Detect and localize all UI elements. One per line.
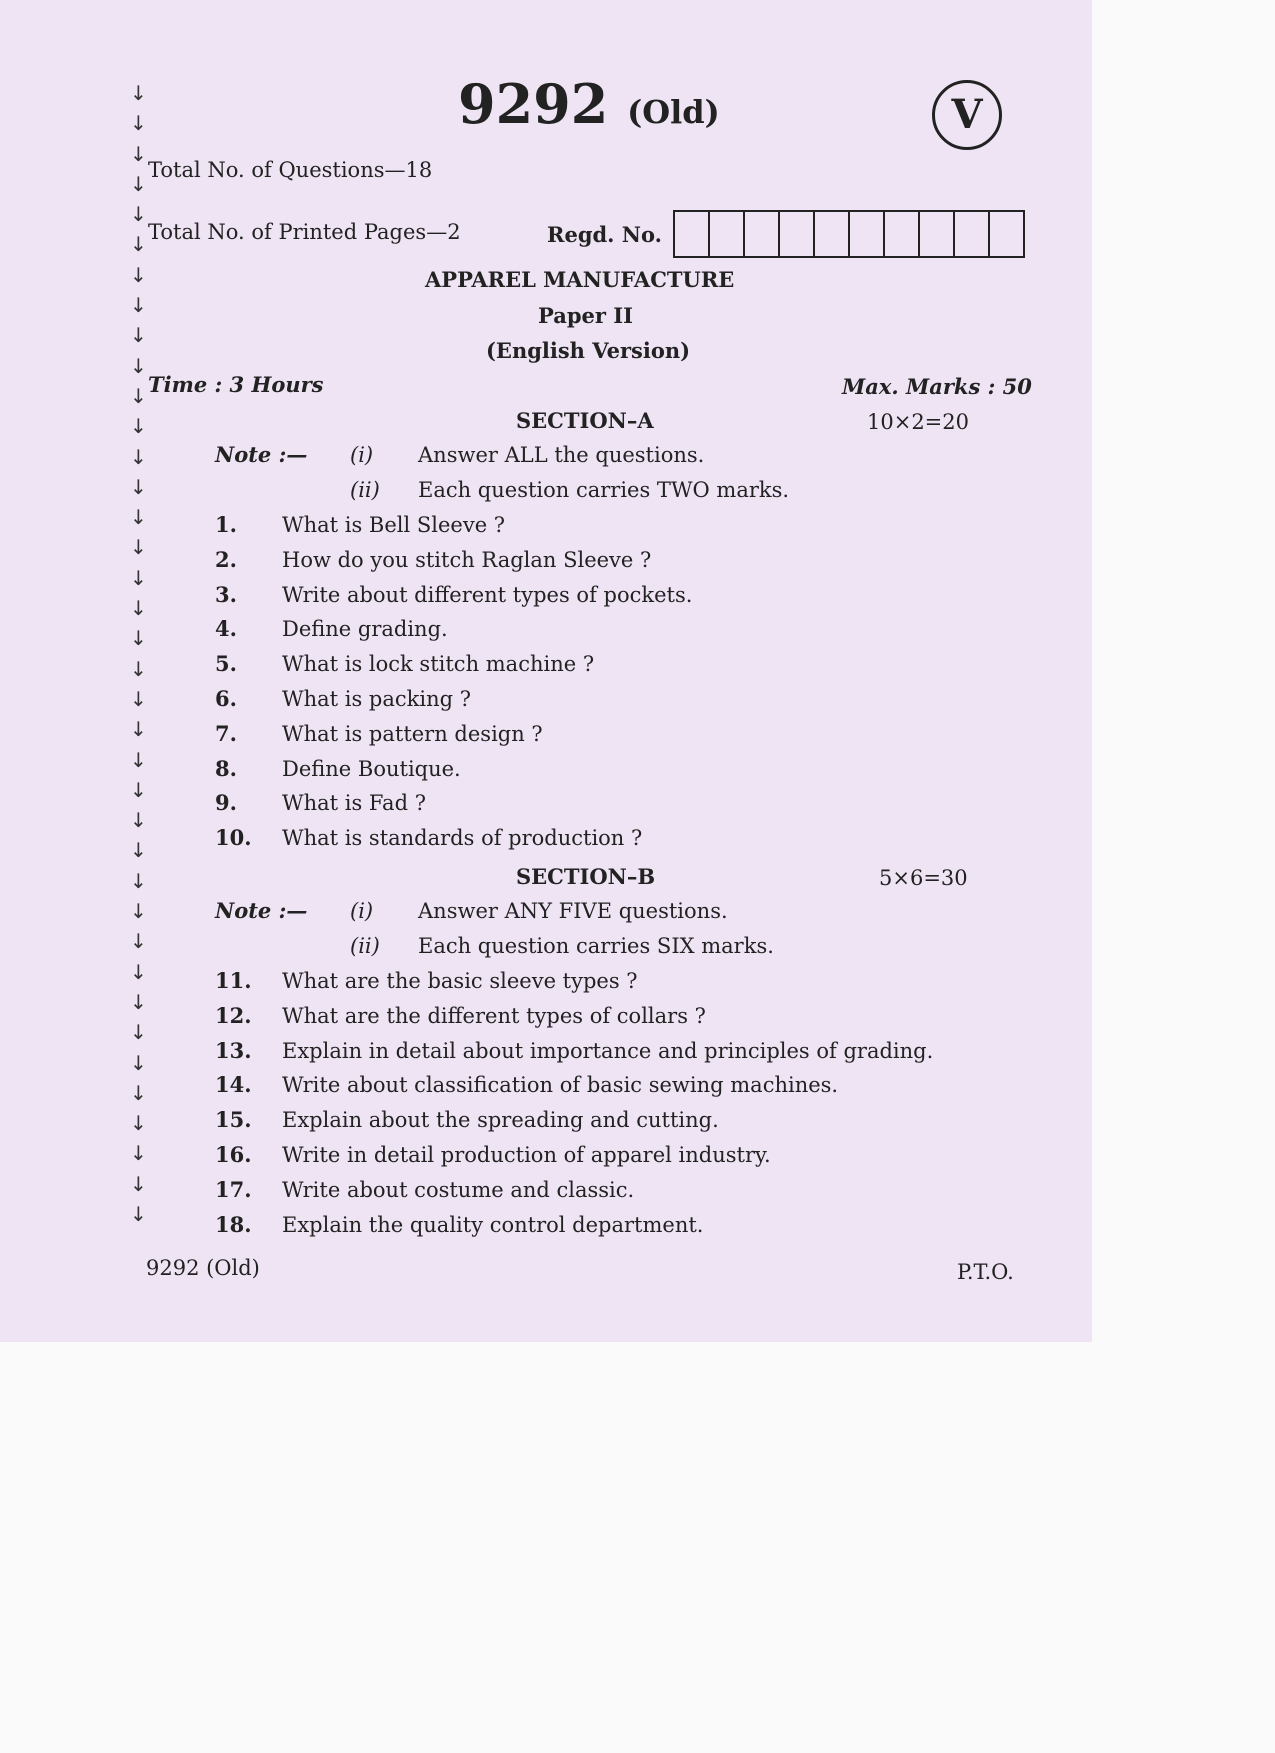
margin-arrow-icon: ↓ — [130, 747, 147, 772]
margin-arrow-icon: ↓ — [130, 686, 147, 711]
margin-arrow-icon: ↓ — [130, 868, 147, 893]
pto-label: P.T.O. — [957, 1260, 1014, 1284]
margin-arrow-icon: ↓ — [130, 959, 147, 984]
note-num: (i) — [350, 443, 374, 467]
margin-arrow-icon: ↓ — [130, 232, 147, 257]
question-text: Write about classification of basic sewing machines. — [282, 1073, 839, 1098]
question-text: What is lock stitch machine ? — [282, 652, 595, 677]
margin-arrow-icon: ↓ — [130, 383, 147, 408]
code: 9292 — [458, 72, 609, 136]
time-label: Time : 3 Hours — [148, 372, 324, 397]
section-a-note: Note :— — [215, 442, 308, 467]
question-item — [215, 686, 471, 711]
margin-arrow-icon: ↓ — [130, 838, 147, 863]
margin-arrow-icon: ↓ — [130, 535, 147, 560]
margin-arrow-icon: ↓ — [130, 899, 147, 924]
note-text: Answer ANY FIVE questions. — [418, 899, 728, 923]
question-text: What is Fad ? — [282, 791, 426, 816]
question-item — [215, 1142, 771, 1167]
margin-arrow-icon: ↓ — [130, 111, 147, 136]
question-item — [215, 1038, 933, 1063]
note-item — [350, 899, 728, 923]
total-pages: Total No. of Printed Pages—2 — [148, 220, 461, 244]
question-number: 14. — [215, 1072, 252, 1098]
question-text: What is packing ? — [282, 687, 471, 711]
margin-arrow-icon: ↓ — [130, 414, 147, 439]
footer-code: 9292 (Old) — [146, 1256, 260, 1280]
question-text: Write about different types of pockets. — [282, 582, 693, 607]
subject-title: APPAREL MANUFACTURE — [425, 267, 735, 292]
note-item — [350, 934, 774, 958]
version-badge: V — [932, 80, 1002, 150]
margin-arrow-icon: ↓ — [130, 565, 147, 590]
question-text: Define Boutique. — [282, 756, 461, 781]
margin-arrow-icon: ↓ — [130, 141, 147, 166]
question-text: Explain about the spreading and cutting. — [282, 1108, 719, 1133]
margin-arrow-icon: ↓ — [130, 929, 147, 954]
question-number: 18. — [215, 1211, 252, 1237]
margin-arrow-icon: ↓ — [130, 81, 147, 105]
question-text: Explain the quality control department. — [282, 1212, 704, 1237]
question-item — [215, 790, 426, 815]
section-b-marks: 5×6=30 — [879, 866, 968, 890]
section-b-note: Note :— — [215, 898, 308, 923]
margin-arrow-icon: ↓ — [130, 262, 147, 287]
question-number: 4. — [215, 616, 237, 642]
margin-arrow-icon: ↓ — [130, 656, 147, 681]
question-text: How do you stitch Raglan Sleeve ? — [282, 547, 652, 572]
question-text: What are the basic sleeve types ? — [282, 969, 638, 993]
margin-arrow-icon: ↓ — [130, 1201, 147, 1226]
old-label: (Old) — [627, 93, 720, 131]
margin-arrow-icon: ↓ — [130, 1111, 147, 1136]
regd-number-boxes[interactable] — [673, 210, 1025, 258]
margin-arrow-icon: ↓ — [130, 596, 147, 621]
question-number: 1. — [215, 512, 237, 537]
section-a-title: SECTION–A — [516, 408, 654, 433]
margin-arrows — [130, 78, 150, 1229]
question-number: 7. — [215, 720, 237, 746]
max-marks: Max. Marks : 50 — [842, 374, 1032, 399]
question-number: 10. — [215, 825, 252, 851]
margin-arrow-icon: ↓ — [130, 1141, 147, 1166]
question-number: 6. — [215, 686, 237, 711]
question-item — [215, 756, 461, 781]
margin-arrow-icon: ↓ — [130, 626, 147, 651]
version-label: (English Version) — [486, 338, 691, 363]
question-text: What is pattern design ? — [282, 721, 543, 746]
question-item — [215, 721, 543, 746]
note-text: Each question carries SIX marks. — [418, 934, 774, 958]
question-item — [215, 547, 651, 572]
question-item — [215, 1107, 719, 1132]
question-number: 15. — [215, 1107, 252, 1133]
total-questions: Total No. of Questions—18 — [148, 158, 433, 182]
regd-label: Regd. No. — [547, 222, 662, 247]
margin-arrow-icon: ↓ — [130, 323, 147, 348]
note-item — [350, 443, 704, 467]
section-a-marks: 10×2=20 — [867, 410, 969, 434]
question-number: 11. — [215, 968, 252, 993]
margin-arrow-icon: ↓ — [130, 353, 147, 378]
question-text: Explain in detail about importance and principles of grading. — [282, 1038, 934, 1063]
margin-arrow-icon: ↓ — [130, 808, 147, 833]
note-num: (ii) — [350, 478, 380, 502]
question-item — [215, 616, 448, 641]
question-number: 5. — [215, 651, 237, 677]
question-text: Write about costume and classic. — [282, 1177, 635, 1202]
question-item — [215, 1212, 703, 1237]
question-number: 9. — [215, 790, 237, 816]
question-text: Write in detail production of apparel industry. — [282, 1143, 771, 1167]
section-b-title: SECTION–B — [516, 864, 656, 889]
question-number: 16. — [215, 1142, 252, 1167]
margin-arrow-icon: ↓ — [130, 505, 147, 530]
question-number: 8. — [215, 755, 237, 781]
question-item — [215, 968, 638, 993]
question-number: 12. — [215, 1002, 252, 1028]
margin-arrow-icon: ↓ — [130, 1050, 147, 1075]
question-number: 2. — [215, 546, 237, 572]
question-text: What is Bell Sleeve ? — [282, 513, 506, 537]
margin-arrow-icon: ↓ — [130, 444, 147, 469]
margin-arrow-icon: ↓ — [130, 989, 147, 1014]
margin-arrow-icon: ↓ — [130, 171, 147, 196]
question-text: What is standards of production ? — [282, 826, 643, 851]
note-text: Answer ALL the questions. — [418, 443, 705, 467]
question-text: What are the different types of collars ? — [282, 1003, 706, 1028]
question-text: Define grading. — [282, 617, 448, 642]
margin-arrow-icon: ↓ — [130, 1080, 147, 1105]
margin-arrow-icon: ↓ — [130, 777, 147, 802]
question-item — [215, 1072, 838, 1097]
question-number: 3. — [215, 581, 237, 607]
question-item — [215, 1177, 634, 1202]
note-num: (ii) — [350, 934, 380, 958]
margin-arrow-icon: ↓ — [130, 474, 147, 499]
note-num: (i) — [350, 899, 374, 923]
question-item — [215, 582, 692, 607]
paper-number: Paper II — [538, 303, 633, 328]
question-number: 17. — [215, 1176, 252, 1202]
margin-arrow-icon: ↓ — [130, 1020, 147, 1045]
margin-arrow-icon: ↓ — [130, 1171, 147, 1196]
question-number: 13. — [215, 1037, 252, 1063]
margin-arrow-icon: ↓ — [130, 202, 147, 227]
question-item — [215, 1003, 706, 1028]
note-text: Each question carries TWO marks. — [418, 478, 790, 502]
question-item — [215, 512, 505, 537]
question-item — [215, 651, 594, 676]
margin-arrow-icon: ↓ — [130, 293, 147, 318]
paper-code — [458, 72, 720, 136]
question-item — [215, 825, 642, 850]
margin-arrow-icon: ↓ — [130, 717, 147, 742]
note-item — [350, 478, 789, 502]
